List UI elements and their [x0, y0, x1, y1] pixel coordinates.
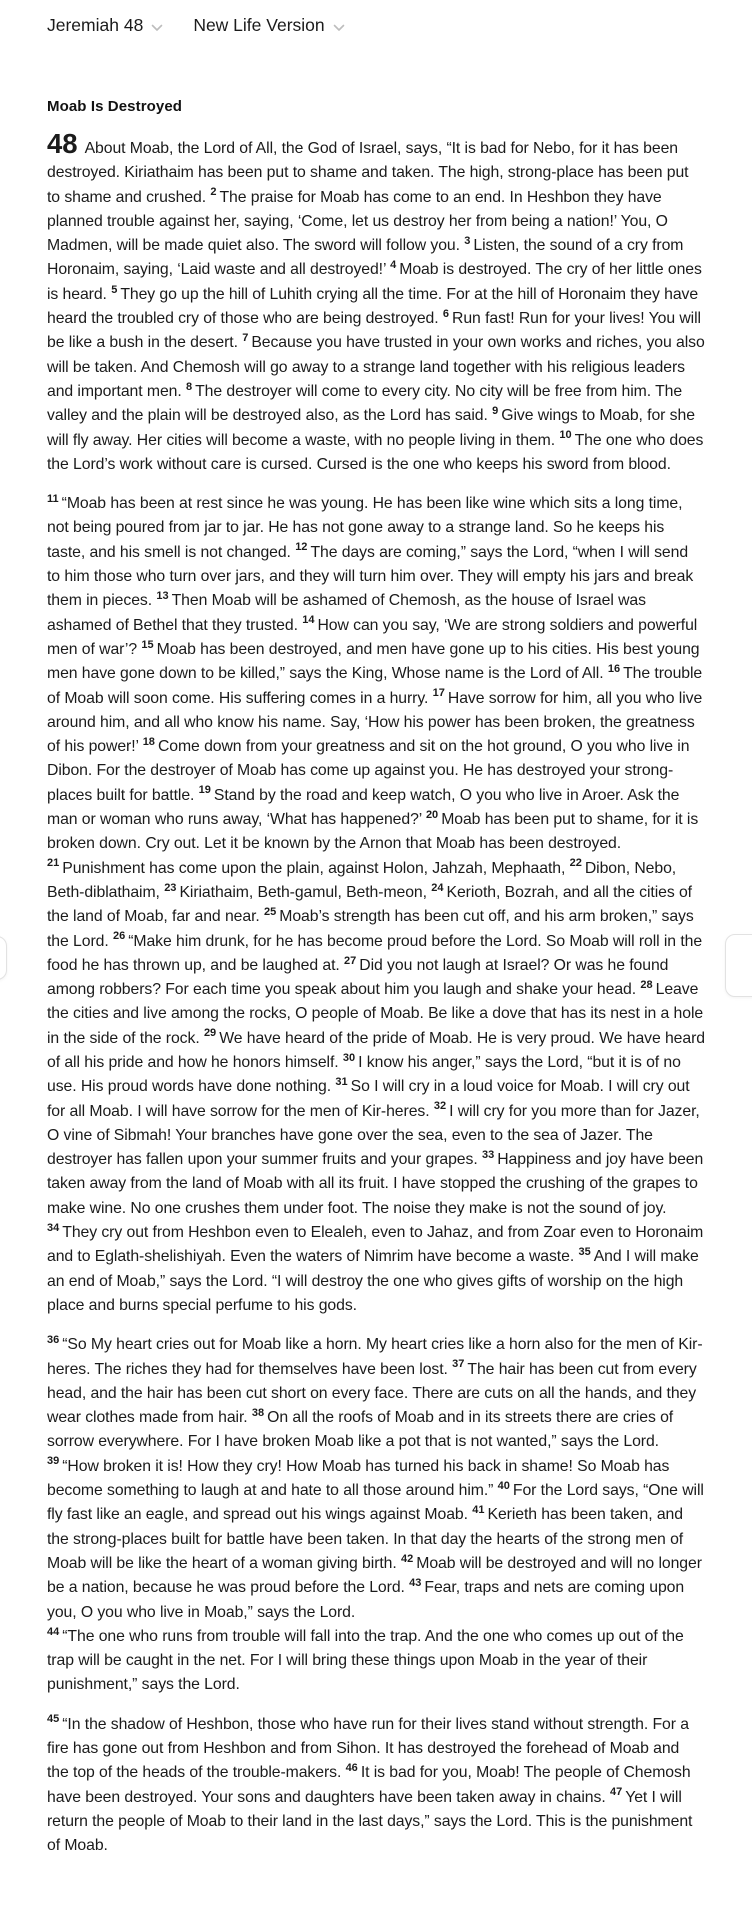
verse-number: 41 [472, 1504, 485, 1517]
verse-number: 12 [295, 541, 308, 554]
verse-text[interactable]: Because you have trusted in your own works and riches, you also will be taken. And Chemosh will go away to a strange land together with his religious leaders and important men. [47, 334, 705, 400]
verse-number: 31 [335, 1076, 348, 1089]
verse-text[interactable]: Moab has been destroyed, and men have gone up to his cities. His best young men have gone down to be killed,” says the King, Whose name is the Lord of All. [47, 640, 700, 683]
verse-number: 16 [607, 662, 621, 675]
verse-text[interactable]: And I will make an end of Moab,” says the Lord. “I will destroy the one who gives gifts of worship on the high place and burns special perfume to his gods. [47, 1248, 699, 1314]
verse-text[interactable]: I know his anger,” says the Lord, “but it is of no use. His proud words have done nothing. [47, 1053, 681, 1096]
verse-text[interactable]: “Moab has been at rest since he was young. He has been like wine which sits a long time, not being poured from jar to jar. He has not gone away to a strange land. So he keeps his taste, and his smell is not changed. [47, 495, 683, 561]
verse-number: 17 [432, 687, 445, 700]
chapter-content [47, 128, 705, 1907]
verse-text[interactable]: How can you say, ‘We are strong soldiers and powerful men of war’? [47, 616, 698, 658]
verse-text[interactable]: Then Moab will be ashamed of Chemosh, as the house of Israel was ashamed of Bethel that they trusted. [47, 592, 646, 634]
verse-paragraph [47, 492, 705, 1318]
verse-text[interactable]: Leave the cities and live among the rocks, O people of Moab. Be like a dove that has its nest in a hole in the side of the rock. [47, 981, 704, 1047]
prev-chapter-button[interactable] [0, 936, 7, 980]
verse-text[interactable]: Give wings to Moab, for she will fly away. Her cities will become a waste, with no people living in them. [47, 407, 695, 449]
verse-number: 14 [302, 614, 315, 627]
verse-text[interactable]: They cry out from Heshbon even to Elealeh, even to Jahaz, and from Zoar even to Horonaim and to Eglath-shelishiyah. Even the waters of Nimrim have become a waste. [47, 1224, 704, 1266]
verse-number: 24 [431, 881, 444, 894]
verse-text[interactable]: Have sorrow for him, all you who live around him, and all who know his name. Say, ‘How his power has been broken, the greatness of his power!’ [47, 689, 703, 756]
verse-text[interactable]: Moab has been put to shame, for it is broken down. Cry out. Let it be known by the Arnon that Moab has been destroyed. [47, 811, 699, 853]
section-heading: Moab Is Destroyed [47, 98, 183, 115]
verse-text[interactable]: Moab is destroyed. The cry of her little ones is heard. [47, 261, 702, 303]
verse-number: 43 [409, 1576, 422, 1589]
chapter-number: 48 [47, 128, 78, 159]
verse-number: 13 [156, 590, 169, 603]
verse-number: 27 [344, 954, 357, 967]
verse-number: 15 [141, 638, 154, 651]
verse-text[interactable]: The hair has been cut from every head, and the hair has been cut short on every face. There are cuts on all the hands, and they wear clothes made from hair. [47, 1360, 697, 1427]
verse-number: 30 [342, 1051, 356, 1064]
verse-number: 21 [47, 857, 60, 870]
verse-number: 18 [142, 735, 155, 748]
verse-number: 26 [112, 930, 126, 943]
verse-number: 8 [185, 380, 193, 393]
verse-number: 44 [47, 1625, 60, 1638]
verse-text[interactable]: The one who does the Lord’s work without care is cursed. Cursed is the one who keeps his sword from blood. [47, 431, 704, 473]
verse-text[interactable]: Punishment has come upon the plain, against Holon, Jahzah, Mephaath, [62, 859, 566, 877]
verse-text[interactable]: Fear, traps and nets are coming upon you, O you who live in Moab,” says the Lord. [47, 1579, 685, 1621]
verse-text[interactable]: The destroyer will come to every city. No city will be free from him. The valley and the plain will be destroyed also, as the Lord has said. [47, 382, 683, 425]
verse-number: 42 [401, 1552, 414, 1565]
verse-text[interactable]: Yet I will return the people of Moab to their land in the last days,” says the Lord. This is the punishment of Moab. [47, 1788, 693, 1855]
verse-paragraph [47, 1625, 705, 1698]
verse-number: 5 [111, 283, 118, 296]
chevron-down-icon [333, 16, 345, 37]
verse-text[interactable]: Kerieth has been taken, and the strong-places built for battle have been taken. In that day the hearts of the strong men of Moab will be like the heart of a woman giving birth. [47, 1506, 684, 1572]
verse-number: 34 [47, 1221, 60, 1234]
chevron-down-icon [151, 16, 163, 37]
verse-number: 9 [492, 405, 499, 417]
verse-text[interactable]: The trouble of Moab will soon come. His suffering comes in a hurry. [47, 665, 703, 707]
verse-number: 4 [390, 259, 397, 272]
verse-text[interactable]: For the Lord says, “One will fly fast like an eagle, and spread out his wings against Moab. [47, 1482, 704, 1524]
verse-number: 28 [640, 978, 653, 991]
version-label: New Life Version [193, 15, 325, 35]
reader-header [0, 0, 752, 37]
verse-text[interactable]: Dibon, Nebo, Beth-diblathaim, [47, 859, 677, 901]
verse-number: 2 [210, 186, 217, 199]
verse-text[interactable]: They go up the hill of Luhith crying all the time. For at the hill of Horonaim they have heard the troubled cry of those who are being destroyed. [47, 285, 699, 328]
verse-text[interactable]: “The one who runs from trouble will fall into the trap. And the one who comes up out of the trap will be caught in the net. For I will bring these things upon Moab in the year of their punishment,” says the Lord. [47, 1627, 684, 1694]
verse-text[interactable]: Come down from your greatness and sit on the hot ground, O you who live in Dibon. For the destroyer of Moab has come up against you. He has destroyed your strong-places built for battle. [47, 738, 690, 804]
verse-number: 25 [264, 905, 277, 918]
verse-number: 45 [47, 1713, 60, 1726]
verse-number: 40 [497, 1479, 510, 1492]
verse-number: 3 [464, 234, 471, 247]
next-chapter-button[interactable] [725, 934, 752, 997]
verse-number: 23 [164, 881, 177, 894]
verse-number: 6 [442, 307, 450, 320]
verse-text[interactable]: Kiriathaim, Beth-gamul, Beth-meon, [179, 883, 427, 901]
verse-number: 20 [425, 808, 439, 821]
verse-number: 33 [481, 1148, 495, 1161]
verse-text[interactable]: “In the shadow of Heshbon, those who have run for their lives stand without strength. For a fire has gone out from Heshbon and from Sihon. It has destroyed the forehead of Moab and the top of the heads of the trouble-makers. [47, 1715, 689, 1782]
verse-text[interactable]: It is bad for you, Moab! The people of Chemosh have been destroyed. Your sons and daughters have been taken away in chains. [47, 1764, 691, 1806]
verse-paragraph [47, 1333, 705, 1625]
verse-text[interactable]: On all the roofs of Moab and in its streets there are cries of sorrow everywhere. For I have broken Moab like a pot that is not wanted,” says the Lord. [47, 1409, 674, 1451]
verse-text[interactable]: The days are coming,” says the Lord, “when I will send to him those who turn over jars, and they will turn him over. They will empty his jars and break them in pieces. [47, 543, 694, 610]
verse-text[interactable]: “How broken it is! How they cry! How Moab has turned his back in shame! So Moab has become something to laugh at and hate to all those around him.” [47, 1457, 670, 1500]
version-picker[interactable] [193, 14, 344, 37]
verse-text[interactable]: Kerioth, Bozrah, and all the cities of the land of Moab, far and near. [47, 883, 692, 926]
verse-text[interactable]: Run fast! Run for your lives! You will be like a bush in the desert. [47, 310, 701, 352]
verse-number: 19 [198, 784, 211, 797]
verse-number: 10 [559, 429, 572, 442]
verse-text[interactable]: About Moab, the Lord of All, the God of Israel, says, “It is bad for Nebo, for it has been destroyed. Kiriathaim has been put to shame and taken. The high, strong-place has been put to shame and crushed. [47, 140, 689, 206]
verse-text[interactable]: Moab will be destroyed and will no longer be a nation, because he was proud before the Lord. [47, 1554, 702, 1597]
verse-number: 38 [251, 1406, 265, 1419]
verse-paragraph [47, 128, 705, 477]
verse-text[interactable]: Listen, the sound of a cry from Horonaim, saying, ‘Laid waste and all destroyed!’ [47, 237, 684, 279]
verse-text[interactable]: Moab’s strength has been cut off, and his arm broken,” says the Lord. [47, 908, 694, 950]
verse-text[interactable]: We have heard of the pride of Moab. He is very proud. We have heard of all his pride and how he honors himself. [47, 1029, 705, 1071]
verse-text[interactable]: I will cry for you more than for Jazer, O vine of Sibmah! Your branches have gone over the sea, even to the sea of Jazer. The destroyer has fallen upon your summer fruits and your grapes. [47, 1102, 700, 1169]
book-chapter-picker[interactable] [47, 14, 163, 37]
verse-text[interactable]: The praise for Moab has come to an end. In Heshbon they have planned trouble against her, saying, ‘Come, let us destroy her from being a nation!’ You, O Madmen, will be made quiet also. The sword will follow you. [47, 188, 668, 255]
verse-number: 36 [47, 1333, 60, 1346]
verse-number: 47 [609, 1786, 623, 1799]
verse-text[interactable]: Did you not laugh at Israel? Or was he found among robbers? For each time you speak about him you laugh and shake your head. [47, 956, 669, 999]
verse-number: 37 [452, 1358, 465, 1371]
verse-text[interactable]: Stand by the road and keep watch, O you who live in Aroer. Ask the man or woman who runs away, ‘What has happened?’ [47, 786, 680, 829]
verse-number: 22 [569, 857, 582, 870]
verse-text[interactable]: So I will cry in a loud voice for Moab. I will cry out for all Moab. I will have sorrow for the men of Kir-heres. [47, 1078, 690, 1120]
verse-number: 35 [578, 1246, 591, 1259]
verse-number: 46 [345, 1762, 358, 1775]
verse-text[interactable]: “So My heart cries out for Moab like a horn. My heart cries like a horn also for the men of Kir-heres. The riches they had for themselves have been lost. [47, 1336, 703, 1378]
book-chapter-label: Jeremiah 48 [47, 15, 144, 35]
verse-number: 39 [47, 1455, 60, 1468]
verse-text[interactable]: “Make him drunk, for he has become proud before the Lord. So Moab will roll in the food he has thrown up, and be laughed at. [47, 932, 703, 974]
verse-number: 11 [47, 492, 59, 505]
verse-number: 32 [433, 1100, 447, 1113]
verse-number: 7 [242, 332, 249, 345]
verse-number: 29 [203, 1027, 217, 1040]
verse-text[interactable]: Happiness and joy have been taken away from the land of Moab with all its fruit. I have stopped the crushing of the grapes to make wine. No one crushes them under foot. The noise they make is not the sound of joy. [47, 1151, 704, 1217]
verse-paragraph [47, 1713, 705, 1859]
